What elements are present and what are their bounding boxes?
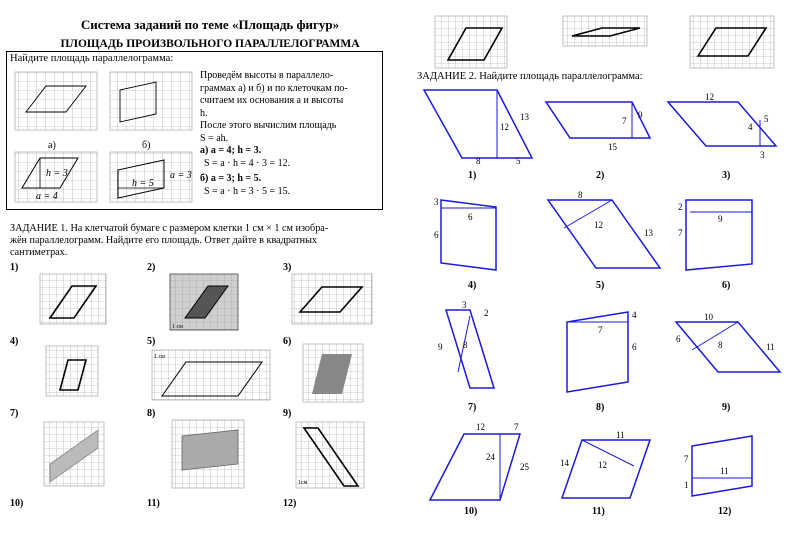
measure: 5 [516, 156, 521, 166]
task1-figure-6 [303, 344, 363, 402]
task2-num: 9) [722, 402, 731, 413]
measure: 7 [622, 116, 627, 126]
expl-line: считаем их основания a и высоты [200, 95, 344, 106]
height-label: h = 5 [132, 178, 154, 189]
measure: 3 [434, 197, 439, 207]
measure: 25 [520, 462, 529, 472]
unit-label: 1см [298, 480, 308, 486]
measure: 8 [463, 340, 468, 350]
measure: 9 [638, 110, 643, 120]
unit-label: 1 см [154, 354, 165, 360]
task1-num: 11) [147, 498, 160, 509]
task1-line: сантиметрах. [10, 247, 68, 258]
measure: 14 [560, 458, 569, 468]
top-grid-figure-3 [690, 16, 774, 68]
example-label-a: а) [48, 140, 56, 151]
task1-num: 1) [10, 262, 19, 273]
task2-num: 8) [596, 402, 605, 413]
top-grid-figure-2 [563, 16, 647, 46]
task2-num: 10) [464, 506, 478, 517]
example-grid-b-solved [110, 152, 192, 202]
measure: 2 [678, 202, 683, 212]
measure: 6 [676, 334, 681, 344]
task1-figure-9 [296, 422, 364, 488]
measure: 1 [684, 480, 689, 490]
measure: 8 [578, 190, 583, 200]
measure: 8 [476, 156, 481, 166]
measure: 12 [476, 422, 485, 432]
solution-a-given: а) a = 4; h = 3. [200, 145, 262, 156]
task1-figure-3 [292, 274, 372, 324]
expl-line: После этого вычислим площадь [200, 120, 337, 131]
measure: 3 [760, 150, 765, 160]
measure: 7 [684, 454, 689, 464]
unit-label: 1 см [172, 324, 183, 330]
task1-num: 6) [283, 336, 292, 347]
base-label: a = 4 [36, 191, 58, 202]
task1-num: 9) [283, 408, 292, 419]
task2-num: 2) [596, 170, 605, 181]
expl-line: граммах а) и б) и по клеточкам по- [200, 82, 348, 94]
task2-num: 6) [722, 280, 731, 291]
task2-num: 1) [468, 170, 477, 181]
task1-num: 10) [10, 498, 24, 509]
task2-heading: ЗАДАНИЕ 2. Найдите площадь параллелограмма: [417, 71, 643, 82]
solution-b-formula: S = a · h = 3 · 5 = 15. [204, 185, 291, 197]
measure: 3 [462, 300, 467, 310]
measure: 13 [644, 228, 653, 238]
solution-a-formula: S = a · h = 4 · 3 = 12. [204, 157, 291, 169]
measure: 7 [514, 422, 519, 432]
task2-num: 5) [596, 280, 605, 291]
expl-line: Проведём высоты в параллело- [200, 70, 334, 81]
task2-num: 7) [468, 402, 477, 413]
measure: 4 [748, 122, 753, 132]
task1-num: 7) [10, 408, 19, 419]
measure: 10 [704, 312, 713, 322]
height-label: h = 3 [46, 168, 68, 179]
measure: 12 [705, 92, 714, 102]
measure: 8 [718, 340, 723, 350]
task1-num: 4) [10, 336, 19, 347]
measure: 5 [764, 114, 769, 124]
task1-num: 2) [147, 262, 156, 273]
measure: 9 [718, 214, 723, 224]
task2-num: 12) [718, 506, 732, 517]
solution-b-given: б) a = 3; h = 5. [200, 173, 262, 184]
measure: 15 [608, 142, 617, 152]
measure: 13 [520, 112, 529, 122]
task1-num: 3) [283, 262, 292, 273]
task1-line: жён параллелограмм. Найдите его площадь. Ответ дайте в квадратных [10, 235, 318, 246]
measure: 7 [678, 228, 683, 238]
task1-figure-2 [170, 274, 238, 330]
measure: 4 [632, 310, 637, 320]
example-grid-a-solved [15, 152, 97, 202]
expl-line: S = ah. [200, 132, 229, 144]
example-grid-a [15, 72, 97, 130]
measure: 6 [632, 342, 637, 352]
base-label: a = 3 [170, 170, 192, 181]
measure: 2 [484, 308, 489, 318]
task1-num: 8) [147, 408, 156, 419]
example-heading: Найдите площадь параллелограмма: [10, 53, 174, 64]
measure: 12 [598, 460, 607, 470]
measure: 6 [468, 212, 473, 222]
measure: 11 [720, 466, 729, 476]
section-title: ПЛОЩАДЬ ПРОИЗВОЛЬНОГО ПАРАЛЛЕЛОГРАММА [60, 38, 360, 50]
task1-figure-7 [44, 422, 104, 486]
measure: 12 [500, 122, 509, 132]
task1-figure-1 [40, 274, 106, 324]
measure: 24 [486, 452, 495, 462]
task1-line: ЗАДАНИЕ 1. На клетчатой бумаге с размером клетки 1 см × 1 см изобра- [10, 223, 329, 234]
page-title: Система заданий по теме «Площадь фигур» [80, 17, 340, 32]
task2-figures [424, 90, 780, 500]
task1-num: 12) [283, 498, 297, 509]
task1-figure-5 [152, 350, 270, 400]
task1-num: 5) [147, 336, 156, 347]
task2-num: 11) [592, 506, 605, 517]
measure: 11 [616, 430, 625, 440]
expl-line: h. [200, 107, 208, 119]
task2-measure-labels [434, 92, 775, 490]
measure: 6 [434, 230, 439, 240]
task1-figure-4 [46, 346, 98, 396]
top-grid-figure-1 [435, 16, 507, 68]
example-grid-b [110, 72, 192, 130]
measure: 12 [594, 220, 603, 230]
task2-num: 4) [468, 280, 477, 291]
measure: 7 [598, 325, 603, 335]
task2-num: 3) [722, 170, 731, 181]
example-label-b: б) [142, 140, 151, 151]
measure: 11 [766, 342, 775, 352]
measure: 9 [438, 342, 443, 352]
task1-figure-8 [172, 420, 244, 488]
